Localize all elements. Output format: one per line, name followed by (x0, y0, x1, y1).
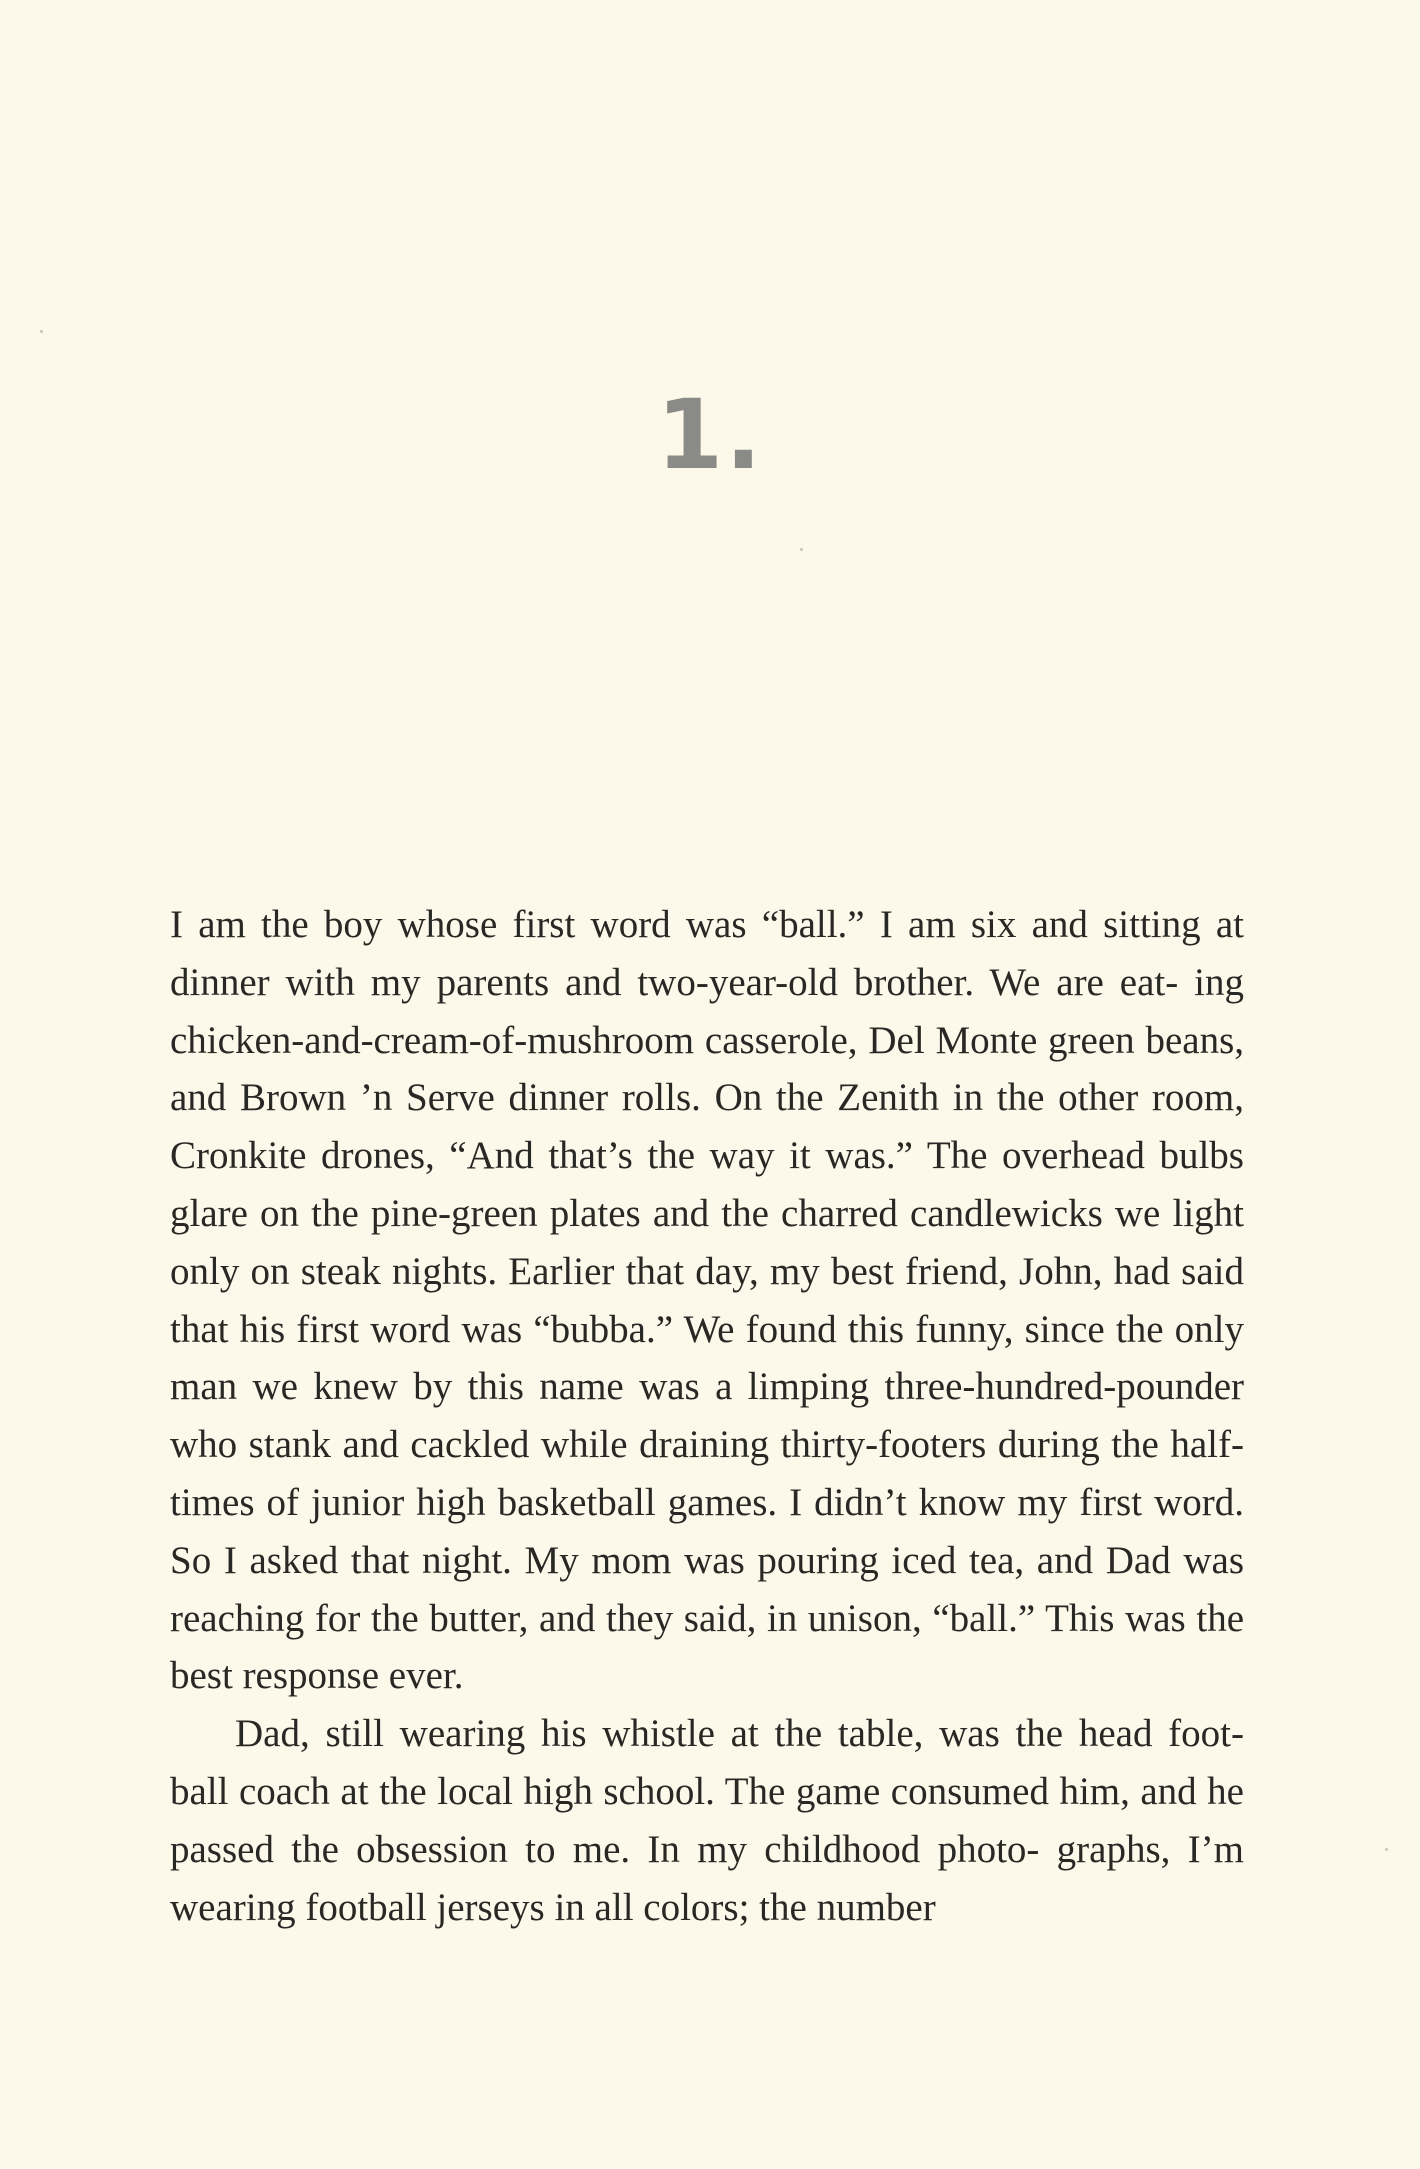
chapter-number: 1. (656, 379, 764, 491)
paper-speck (800, 548, 803, 551)
paper-speck (40, 330, 43, 333)
paragraph-2: Dad, still wearing his whistle at the table, was the head foot- ball coach at the local high school. The game consumed him, and he passed the obsession to me. In my childhood photo- graphs, I’m wearing football jerseys in all colors; the number (170, 1712, 1244, 1929)
paragraph-1: I am the boy whose first word was “ball.” I am six and sitting at dinner with my parents and two-year-old brother. We are eat- ing chicken-and-cream-of-mushroom casserole, Del Monte green beans, and Brown ’n Serve dinner rolls. On the Zenith in the other room, Cronkite drones, “And that’s the way it was.” The overhead bulbs glare on the pine-green plates and the charred candlewicks we light only on steak nights. Earlier that day, my best friend, John, had said that his first word was “bubba.” We found this funny, since the only man we knew by this name was a limping three-hundred-pounder who stank and cackled while draining thirty-footers during the half- times of junior high basketball games. I didn’t know my first word. So I asked that night. My mom was pouring iced tea, and Dad was reaching for the butter, and they said, in unison, “ball.” This was the best response ever. (170, 903, 1244, 1698)
chapter-body (170, 896, 1244, 1936)
paper-speck (1385, 1848, 1388, 1851)
